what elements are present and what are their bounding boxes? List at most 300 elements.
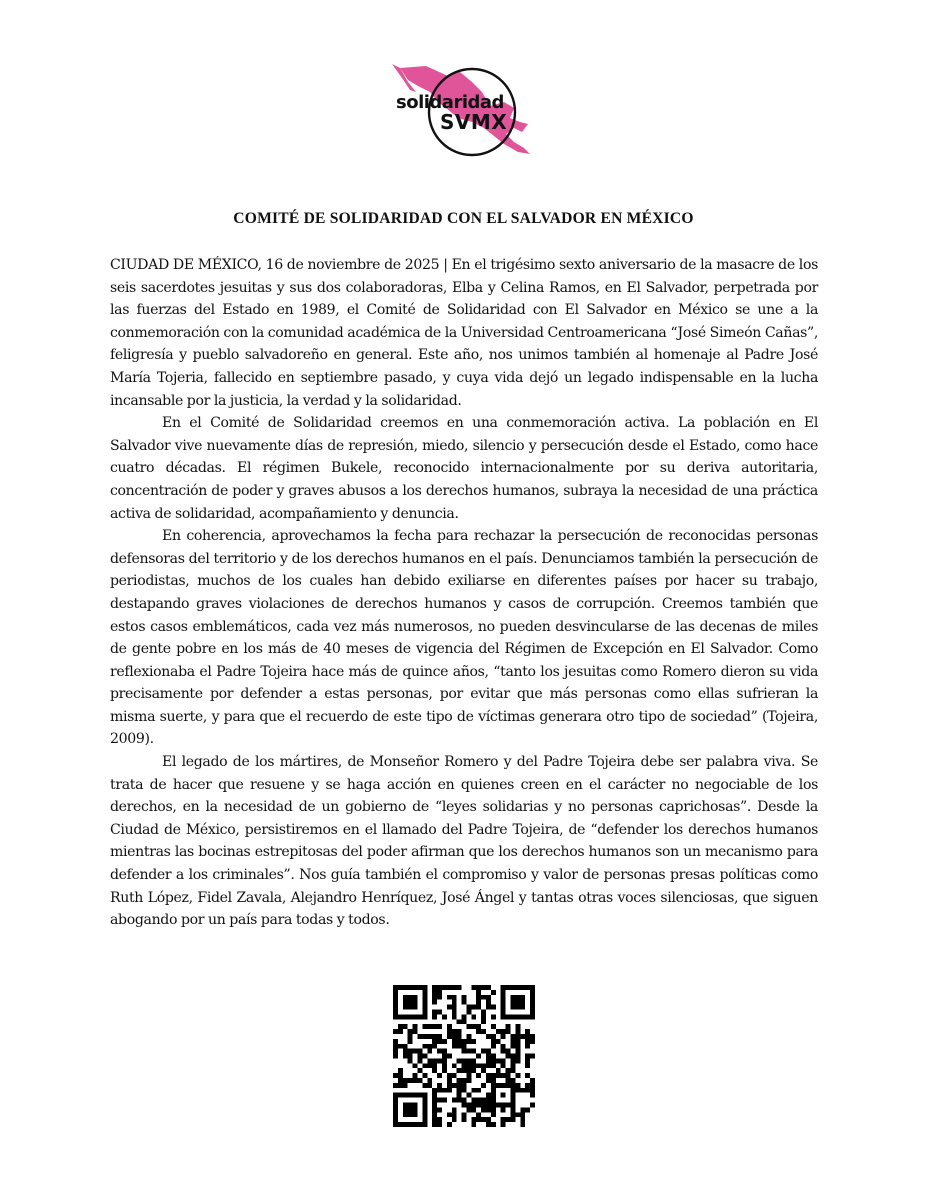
qr-module bbox=[432, 1088, 437, 1093]
qr-module bbox=[520, 995, 525, 1000]
qr-module bbox=[491, 1034, 496, 1039]
qr-module bbox=[432, 1063, 437, 1068]
qr-module bbox=[403, 1005, 408, 1010]
qr-module bbox=[525, 1054, 530, 1059]
qr-module bbox=[437, 1117, 442, 1122]
qr-module bbox=[408, 1039, 413, 1044]
qr-module bbox=[403, 1107, 408, 1112]
qr-module bbox=[413, 1078, 418, 1083]
qr-module bbox=[398, 1014, 403, 1019]
qr-module bbox=[501, 1073, 506, 1078]
qr-module bbox=[520, 1112, 525, 1117]
qr-module bbox=[486, 1098, 491, 1103]
qr-module bbox=[422, 1112, 427, 1117]
qr-module bbox=[476, 1073, 481, 1078]
qr-module bbox=[413, 1103, 418, 1108]
qr-module bbox=[486, 1049, 491, 1054]
qr-module bbox=[447, 1083, 452, 1088]
qr-module bbox=[501, 1000, 506, 1005]
qr-module bbox=[525, 1063, 530, 1068]
qr-module bbox=[491, 1107, 496, 1112]
qr-module bbox=[442, 1039, 447, 1044]
qr-module bbox=[437, 995, 442, 1000]
qr-module bbox=[408, 1122, 413, 1127]
qr-module bbox=[413, 1049, 418, 1054]
qr-module bbox=[491, 1014, 496, 1019]
qr-module bbox=[511, 985, 516, 990]
qr-module bbox=[393, 1073, 398, 1078]
qr-module bbox=[525, 1073, 530, 1078]
paragraph-2: En el Comité de Solidaridad creemos en una conmemoración activa. La población en El Salvador vive nuevamente días de represión, miedo, silencio y persecución desde el Estado, como hace cuatro décadas. El régimen Bukele, reconocido internacionalmente por su deriva autoritaria, concentración de poder y graves abusos a los derechos humanos, subraya la necesidad de una práctica activa de solidaridad, acompañamiento y denuncia. bbox=[110, 415, 818, 522]
qr-module bbox=[476, 1098, 481, 1103]
qr-module bbox=[393, 1054, 398, 1059]
qr-module bbox=[437, 1039, 442, 1044]
qr-module bbox=[442, 1098, 447, 1103]
qr-module bbox=[393, 1049, 398, 1054]
qr-module bbox=[466, 1068, 471, 1073]
qr-module bbox=[496, 1039, 501, 1044]
qr-module bbox=[466, 1009, 471, 1014]
qr-module bbox=[462, 1088, 467, 1093]
qr-module bbox=[457, 1034, 462, 1039]
qr-module bbox=[471, 1039, 476, 1044]
qr-module bbox=[447, 1078, 452, 1083]
qr-module bbox=[408, 1093, 413, 1098]
qr-module bbox=[437, 985, 442, 990]
qr-module bbox=[432, 1034, 437, 1039]
qr-module bbox=[393, 1117, 398, 1122]
qr-module bbox=[462, 1058, 467, 1063]
qr-module bbox=[462, 1078, 467, 1083]
qr-module bbox=[452, 1034, 457, 1039]
qr-module bbox=[525, 1039, 530, 1044]
qr-module bbox=[452, 985, 457, 990]
paragraph-4: El legado de los mártires, de Monseñor Romero y del Padre Tojeira debe ser palabra viva. Se trata de hacer que resuene y se haga acción en quienes creen en el carácter no negociable de los derechos, en la necesidad de un gobierno de “leyes solidarias y no personas caprichosas”. Desde la Ciudad de México, persistiremos en el llamado del Padre Tojeira, de “defender los derechos humanos mientras las bocinas estrepitosas del poder afirman que los derechos humanos son un mecanismo para defender a los criminales”. Nos guía también el compromiso y valor de personas presas políticas como Ruth López, Fidel Zavala, Alejandro Henríquez, José Ángel y tantas otras voces silenciosas, que siguen abogando por un país para todas y todos. bbox=[110, 754, 818, 929]
qr-module bbox=[506, 1014, 511, 1019]
qr-module bbox=[408, 1005, 413, 1010]
qr-module bbox=[393, 1122, 398, 1127]
qr-module bbox=[491, 1024, 496, 1029]
qr-module bbox=[393, 1112, 398, 1117]
qr-module bbox=[447, 1005, 452, 1010]
qr-module bbox=[437, 1122, 442, 1127]
qr-module bbox=[515, 1073, 520, 1078]
qr-module bbox=[471, 1049, 476, 1054]
qr-module bbox=[408, 1049, 413, 1054]
logo-word-svmx: SVMX bbox=[440, 110, 508, 134]
qr-module bbox=[511, 1103, 516, 1108]
qr-module bbox=[491, 1063, 496, 1068]
qr-module bbox=[422, 1098, 427, 1103]
qr-module bbox=[437, 1107, 442, 1112]
qr-module bbox=[413, 1107, 418, 1112]
qr-module bbox=[530, 1005, 535, 1010]
qr-module bbox=[491, 1122, 496, 1127]
qr-module bbox=[427, 1044, 432, 1049]
qr-module bbox=[501, 1063, 506, 1068]
qr-module bbox=[452, 1000, 457, 1005]
qr-module bbox=[520, 1117, 525, 1122]
qr-module bbox=[408, 1107, 413, 1112]
qr-module bbox=[452, 1073, 457, 1078]
qr-module bbox=[476, 995, 481, 1000]
qr-module bbox=[491, 1073, 496, 1078]
qr-module bbox=[511, 1034, 516, 1039]
qr-module bbox=[422, 1073, 427, 1078]
qr-module bbox=[398, 985, 403, 990]
qr-module bbox=[422, 1107, 427, 1112]
qr-module bbox=[452, 1083, 457, 1088]
qr-module bbox=[413, 1073, 418, 1078]
qr-module bbox=[403, 1093, 408, 1098]
qr-module bbox=[432, 1014, 437, 1019]
qr-module bbox=[511, 1068, 516, 1073]
qr-module bbox=[413, 1063, 418, 1068]
qr-module bbox=[471, 1122, 476, 1127]
qr-module bbox=[422, 1009, 427, 1014]
qr-module bbox=[398, 1122, 403, 1127]
qr-module bbox=[466, 1058, 471, 1063]
qr-module bbox=[511, 1044, 516, 1049]
qr-module bbox=[471, 1088, 476, 1093]
qr-module bbox=[530, 1034, 535, 1039]
qr-module bbox=[481, 1103, 486, 1108]
qr-module bbox=[452, 1005, 457, 1010]
qr-module bbox=[476, 1063, 481, 1068]
qr-module bbox=[525, 1083, 530, 1088]
qr-module bbox=[442, 1088, 447, 1093]
qr-module bbox=[486, 985, 491, 990]
qr-module bbox=[501, 990, 506, 995]
qr-module bbox=[432, 995, 437, 1000]
qr-module bbox=[506, 1103, 511, 1108]
qr-module bbox=[515, 985, 520, 990]
qr-module bbox=[466, 1005, 471, 1010]
qr-module bbox=[481, 1014, 486, 1019]
qr-module bbox=[511, 1107, 516, 1112]
qr-module bbox=[422, 1034, 427, 1039]
qr-module bbox=[471, 1063, 476, 1068]
qr-module bbox=[432, 1068, 437, 1073]
qr-module bbox=[427, 1034, 432, 1039]
qr-module bbox=[432, 1044, 437, 1049]
qr-module bbox=[417, 1034, 422, 1039]
qr-module bbox=[506, 1083, 511, 1088]
qr-module bbox=[427, 1058, 432, 1063]
qr-module bbox=[515, 1024, 520, 1029]
qr-module bbox=[442, 1054, 447, 1059]
qr-module bbox=[447, 1024, 452, 1029]
qr-module bbox=[476, 985, 481, 990]
qr-module bbox=[486, 1058, 491, 1063]
qr-module bbox=[442, 985, 447, 990]
paragraph-3: En coherencia, aprovechamos la fecha para rechazar la persecución de reconocidas personas defensoras del territorio y de los derechos humanos en el país. Denunciamos también la persecución de periodistas, muchos de los cuales han debido exiliarse en diferentes países por hacer su trabajo, destapando graves violaciones de derechos humanos y casos de corrupción. Creemos también que estos casos emblemáticos, cada vez más numerosos, no pueden desvincularse de las decenas de miles de gente pobre en los más de 40 meses de vigencia del Régimen de Excepción en El Salvador. Como reflexionaba el Padre Tojeira hace más de quince años, “tanto los jesuitas como Romero dieron su vida precisamente por defender a estas personas, por evitar que más personas como ellas sufrieran la misma suerte, y para que el recuerdo de este tipo de víctimas generara otro tipo de sociedad” (Tojeira, 2009). bbox=[110, 528, 818, 748]
qr-module bbox=[515, 1083, 520, 1088]
qr-module bbox=[491, 1039, 496, 1044]
qr-module bbox=[462, 1049, 467, 1054]
qr-module bbox=[403, 985, 408, 990]
qr-module bbox=[471, 985, 476, 990]
qr-module bbox=[417, 1068, 422, 1073]
qr-module bbox=[471, 1005, 476, 1010]
qr-module bbox=[437, 1073, 442, 1078]
qr-module bbox=[476, 1000, 481, 1005]
qr-module bbox=[452, 1039, 457, 1044]
qr-module bbox=[525, 1107, 530, 1112]
document-body bbox=[110, 254, 818, 932]
qr-module bbox=[403, 1000, 408, 1005]
qr-module bbox=[398, 1078, 403, 1083]
qr-module bbox=[525, 985, 530, 990]
qr-module bbox=[515, 1000, 520, 1005]
qr-module bbox=[462, 1000, 467, 1005]
qr-module bbox=[452, 1112, 457, 1117]
qr-module bbox=[511, 1117, 516, 1122]
qr-module bbox=[462, 1083, 467, 1088]
qr-module bbox=[515, 1049, 520, 1054]
qr-module bbox=[393, 1044, 398, 1049]
qr-module bbox=[413, 1000, 418, 1005]
qr-module bbox=[393, 990, 398, 995]
qr-module bbox=[417, 1093, 422, 1098]
qr-module bbox=[413, 1093, 418, 1098]
qr-module bbox=[398, 1029, 403, 1034]
qr-module bbox=[466, 1049, 471, 1054]
qr-module bbox=[501, 1117, 506, 1122]
qr-module bbox=[501, 1034, 506, 1039]
qr-module bbox=[432, 1093, 437, 1098]
qr-module bbox=[413, 1024, 418, 1029]
qr-module bbox=[422, 1122, 427, 1127]
qr-module bbox=[403, 1083, 408, 1088]
qr-module bbox=[393, 1107, 398, 1112]
qr-module bbox=[417, 985, 422, 990]
qr-module bbox=[393, 1093, 398, 1098]
qr-module bbox=[501, 1083, 506, 1088]
document-title: COMITÉ DE SOLIDARIDAD CON EL SALVADOR EN MÉXICO bbox=[233, 210, 694, 227]
qr-module bbox=[481, 995, 486, 1000]
qr-module bbox=[422, 995, 427, 1000]
qr-module bbox=[515, 1088, 520, 1093]
qr-module bbox=[403, 995, 408, 1000]
qr-module bbox=[466, 1107, 471, 1112]
qr-module bbox=[525, 1034, 530, 1039]
qr-module bbox=[427, 1024, 432, 1029]
qr-module bbox=[501, 1014, 506, 1019]
qr-module bbox=[511, 1054, 516, 1059]
qr-module bbox=[496, 1083, 501, 1088]
qr-module bbox=[486, 1107, 491, 1112]
qr-module bbox=[481, 1107, 486, 1112]
qr-module bbox=[462, 1063, 467, 1068]
qr-module bbox=[506, 1078, 511, 1083]
qr-module bbox=[417, 1049, 422, 1054]
paragraph-1: CIUDAD DE MÉXICO, 16 de noviembre de 2025 | En el trigésimo sexto aniversario de la masacre de los seis sacerdotes jesuitas y sus dos colaboradoras, Elba y Celina Ramos, en El Salvador, perpetrada por las fuerzas del Estado en 1989, el Comité de Solidaridad con El Salvador en México se une a la conmemoración con la comunidad académica de la Universidad Centroamericana “José Simeón Cañas”, feligresía y pueblo salvadoreño en general. Este año, nos unimos también al homenaje al Padre José María Tojeria, fallecido en septiembre pasado, y cuya vida dejó un legado indispensable en la lucha incansable por la justicia, la verdad y la solidaridad. bbox=[110, 257, 818, 409]
qr-module bbox=[496, 1058, 501, 1063]
qr-module bbox=[432, 1009, 437, 1014]
qr-module bbox=[452, 995, 457, 1000]
qr-module bbox=[520, 985, 525, 990]
qr-module bbox=[476, 990, 481, 995]
qr-module bbox=[422, 1063, 427, 1068]
qr-module bbox=[525, 1088, 530, 1093]
qr-module bbox=[427, 1078, 432, 1083]
qr-module bbox=[408, 1054, 413, 1059]
qr-module bbox=[471, 1103, 476, 1108]
qr-module bbox=[471, 1098, 476, 1103]
qr-module bbox=[511, 1039, 516, 1044]
qr-module bbox=[452, 1014, 457, 1019]
qr-module bbox=[481, 1098, 486, 1103]
qr-module bbox=[530, 1054, 535, 1059]
qr-module bbox=[393, 985, 398, 990]
qr-module bbox=[501, 985, 506, 990]
qr-module bbox=[422, 1000, 427, 1005]
qr-module bbox=[403, 1024, 408, 1029]
qr-module bbox=[403, 1054, 408, 1059]
qr-module bbox=[476, 1024, 481, 1029]
qr-module bbox=[452, 1107, 457, 1112]
qr-module bbox=[506, 1029, 511, 1034]
qr-module bbox=[525, 1044, 530, 1049]
qr-module bbox=[432, 1122, 437, 1127]
qr-module bbox=[486, 1103, 491, 1108]
qr-module bbox=[432, 1107, 437, 1112]
qr-module bbox=[447, 1054, 452, 1059]
qr-module bbox=[408, 1000, 413, 1005]
qr-module bbox=[457, 1068, 462, 1073]
qr-module bbox=[427, 1063, 432, 1068]
qr-module bbox=[491, 1078, 496, 1083]
qr-module bbox=[491, 1058, 496, 1063]
qr-module bbox=[515, 1005, 520, 1010]
qr-module bbox=[501, 1049, 506, 1054]
qr-module bbox=[501, 1103, 506, 1108]
qr-module bbox=[437, 1098, 442, 1103]
qr-module bbox=[525, 1029, 530, 1034]
qr-module bbox=[447, 1122, 452, 1127]
qr-module bbox=[506, 1117, 511, 1122]
qr-module bbox=[437, 1009, 442, 1014]
qr-module bbox=[432, 1058, 437, 1063]
qr-module bbox=[403, 1112, 408, 1117]
qr-module bbox=[452, 1029, 457, 1034]
qr-module bbox=[476, 1117, 481, 1122]
qr-module bbox=[530, 1014, 535, 1019]
qr-module bbox=[437, 1049, 442, 1054]
qr-module bbox=[481, 1063, 486, 1068]
qr-module bbox=[437, 1083, 442, 1088]
qr-module bbox=[506, 1049, 511, 1054]
qr-module bbox=[442, 1063, 447, 1068]
qr-module bbox=[530, 1039, 535, 1044]
qr-module bbox=[442, 1068, 447, 1073]
qr-module bbox=[413, 995, 418, 1000]
qr-module bbox=[506, 1054, 511, 1059]
qr-module bbox=[486, 995, 491, 1000]
qr-module bbox=[403, 1122, 408, 1127]
qr-module bbox=[442, 1058, 447, 1063]
qr-module bbox=[422, 1005, 427, 1010]
qr-module bbox=[481, 1083, 486, 1088]
qr-module bbox=[432, 1098, 437, 1103]
qr-module bbox=[447, 995, 452, 1000]
qr-module bbox=[486, 1005, 491, 1010]
qr-module bbox=[432, 1000, 437, 1005]
qr-module bbox=[398, 1093, 403, 1098]
qr-module bbox=[432, 1112, 437, 1117]
qr-module bbox=[471, 1107, 476, 1112]
qr-module bbox=[520, 1005, 525, 1010]
qr-module bbox=[417, 1014, 422, 1019]
qr-module bbox=[501, 1005, 506, 1010]
qr-module bbox=[520, 1034, 525, 1039]
qr-module bbox=[437, 1058, 442, 1063]
qr-module bbox=[408, 1078, 413, 1083]
qr-module bbox=[515, 1112, 520, 1117]
qr-module bbox=[422, 1044, 427, 1049]
qr-module bbox=[393, 1083, 398, 1088]
solidaridad-svmx-logo bbox=[386, 62, 546, 162]
qr-module bbox=[422, 1054, 427, 1059]
qr-module bbox=[432, 1103, 437, 1108]
qr-module bbox=[408, 1029, 413, 1034]
qr-code-icon[interactable] bbox=[393, 985, 535, 1127]
qr-module bbox=[462, 1098, 467, 1103]
qr-module bbox=[457, 1093, 462, 1098]
qr-module bbox=[506, 985, 511, 990]
qr-module bbox=[457, 1078, 462, 1083]
qr-module bbox=[393, 995, 398, 1000]
qr-module bbox=[491, 1112, 496, 1117]
qr-module bbox=[515, 1039, 520, 1044]
qr-module bbox=[462, 1014, 467, 1019]
qr-module bbox=[422, 1117, 427, 1122]
qr-module bbox=[422, 985, 427, 990]
qr-module bbox=[432, 1039, 437, 1044]
qr-module bbox=[413, 1112, 418, 1117]
qr-module bbox=[491, 1093, 496, 1098]
qr-module bbox=[520, 1014, 525, 1019]
qr-module bbox=[520, 1107, 525, 1112]
qr-module bbox=[417, 1058, 422, 1063]
qr-module bbox=[511, 995, 516, 1000]
qr-module bbox=[530, 1078, 535, 1083]
qr-module bbox=[432, 1117, 437, 1122]
qr-module bbox=[481, 1068, 486, 1073]
qr-module bbox=[476, 1112, 481, 1117]
qr-module bbox=[530, 985, 535, 990]
qr-module bbox=[486, 1034, 491, 1039]
qr-module bbox=[447, 1029, 452, 1034]
qr-module bbox=[466, 1073, 471, 1078]
qr-module bbox=[486, 1073, 491, 1078]
qr-module bbox=[408, 1112, 413, 1117]
qr-module bbox=[427, 1083, 432, 1088]
qr-module bbox=[476, 1054, 481, 1059]
qr-module bbox=[422, 1083, 427, 1088]
qr-module bbox=[462, 1039, 467, 1044]
qr-module bbox=[530, 1093, 535, 1098]
qr-module bbox=[408, 1103, 413, 1108]
qr-module bbox=[447, 1034, 452, 1039]
qr-module bbox=[462, 1103, 467, 1108]
qr-module bbox=[413, 1122, 418, 1127]
qr-module bbox=[422, 1103, 427, 1108]
qr-module bbox=[457, 1088, 462, 1093]
qr-module bbox=[471, 1014, 476, 1019]
qr-module bbox=[462, 995, 467, 1000]
